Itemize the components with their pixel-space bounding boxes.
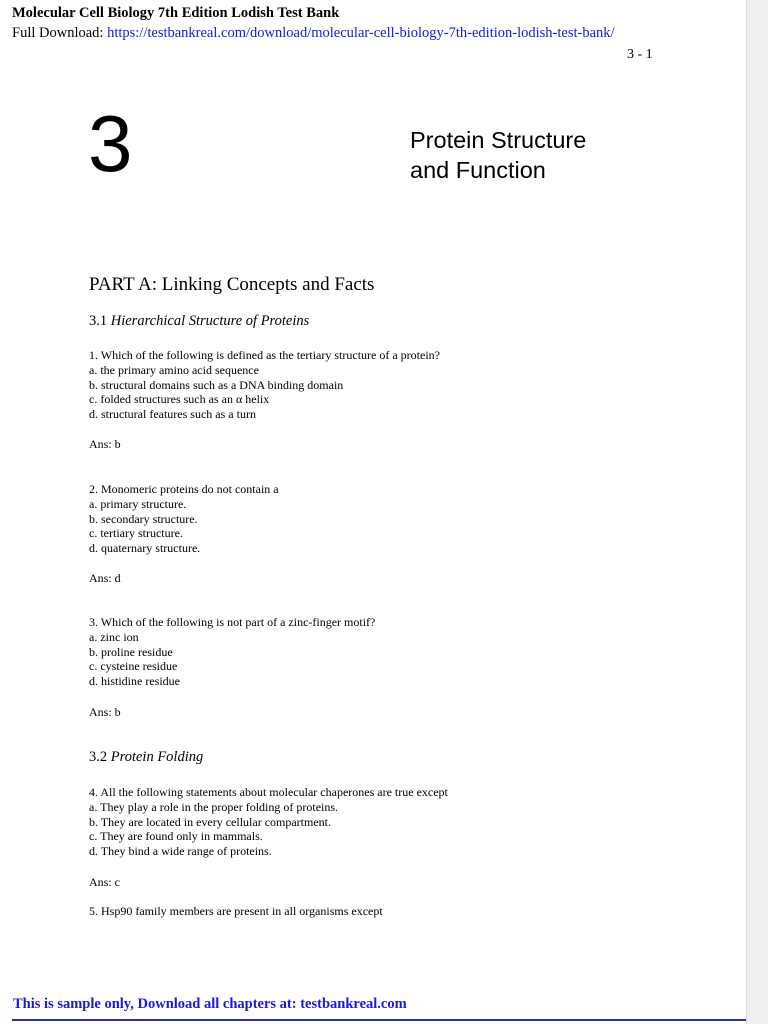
question-3 (89, 615, 375, 689)
document-title: Molecular Cell Biology 7th Edition Lodish Test Bank (12, 5, 340, 21)
question-stem: 2. Monomeric proteins do not contain a (89, 482, 279, 496)
full-download-line (12, 25, 615, 42)
answer-option-b: b. They are located in every cellular compartment. (89, 814, 332, 829)
answer-key-1: Ans: b (89, 437, 121, 451)
chapter-title-line-1: Protein Structure (410, 127, 587, 153)
answer-key-2: Ans: d (89, 571, 121, 585)
section-name: Hierarchical Structure of Proteins (110, 313, 310, 329)
section-number: 3.1 (89, 313, 111, 329)
answer-option-a: a. zinc ion (89, 629, 139, 644)
question-stem: 4. All the following statements about molecular chaperones are true except (89, 785, 448, 799)
section-name: Protein Folding (110, 749, 204, 765)
question-stem: 1. Which of the following is defined as the tertiary structure of a protein? (89, 348, 440, 362)
full-download-label: Full Download: (12, 25, 108, 41)
page-number: 3 - 1 (627, 47, 653, 62)
answer-key-3: Ans: b (89, 705, 121, 719)
question-2 (89, 482, 279, 556)
download-link[interactable]: https://testbankreal.com/download/molecular-cell-biology-7th-edition-lodish-test-bank/ (107, 25, 615, 41)
page-edge (746, 0, 768, 1024)
question-5 (89, 904, 383, 919)
chapter-title-line-2: and Function (410, 157, 546, 183)
answer-option-c: c. cysteine residue (89, 659, 178, 674)
answer-option-d: d. They bind a wide range of proteins. (89, 844, 272, 859)
answer-option-a: a. the primary amino acid sequence (89, 362, 259, 377)
answer-option-c: c. They are found only in mammals. (89, 829, 263, 844)
question-stem: 5. Hsp90 family members are present in all organisms except (89, 904, 383, 918)
section-heading-3-2 (89, 749, 203, 766)
section-heading-3-1 (89, 313, 309, 330)
answer-option-d: d. histidine residue (89, 674, 180, 689)
footer-divider (12, 1019, 746, 1021)
footer-banner[interactable]: This is sample only, Download all chapters at: testbankreal.com (13, 996, 407, 1012)
answer-option-d: d. structural features such as a turn (89, 407, 256, 422)
answer-option-b: b. secondary structure. (89, 511, 198, 526)
answer-option-c: c. folded structures such as an α helix (89, 392, 270, 407)
part-heading: PART A: Linking Concepts and Facts (89, 274, 375, 295)
question-4 (89, 785, 448, 859)
answer-option-a: a. primary structure. (89, 496, 187, 511)
question-stem: 3. Which of the following is not part of a zinc-finger motif? (89, 615, 376, 629)
answer-key-4: Ans: c (89, 875, 120, 889)
answer-option-b: b. structural domains such as a DNA binding domain (89, 377, 344, 392)
answer-option-a: a. They play a role in the proper folding of proteins. (89, 799, 339, 814)
question-1 (89, 348, 440, 422)
answer-option-d: d. quaternary structure. (89, 541, 201, 556)
chapter-number: 3 (88, 99, 133, 188)
answer-option-c: c. tertiary structure. (89, 526, 183, 541)
chapter-title (410, 125, 586, 185)
answer-option-b: b. proline residue (89, 644, 173, 659)
section-number: 3.2 (89, 749, 111, 765)
